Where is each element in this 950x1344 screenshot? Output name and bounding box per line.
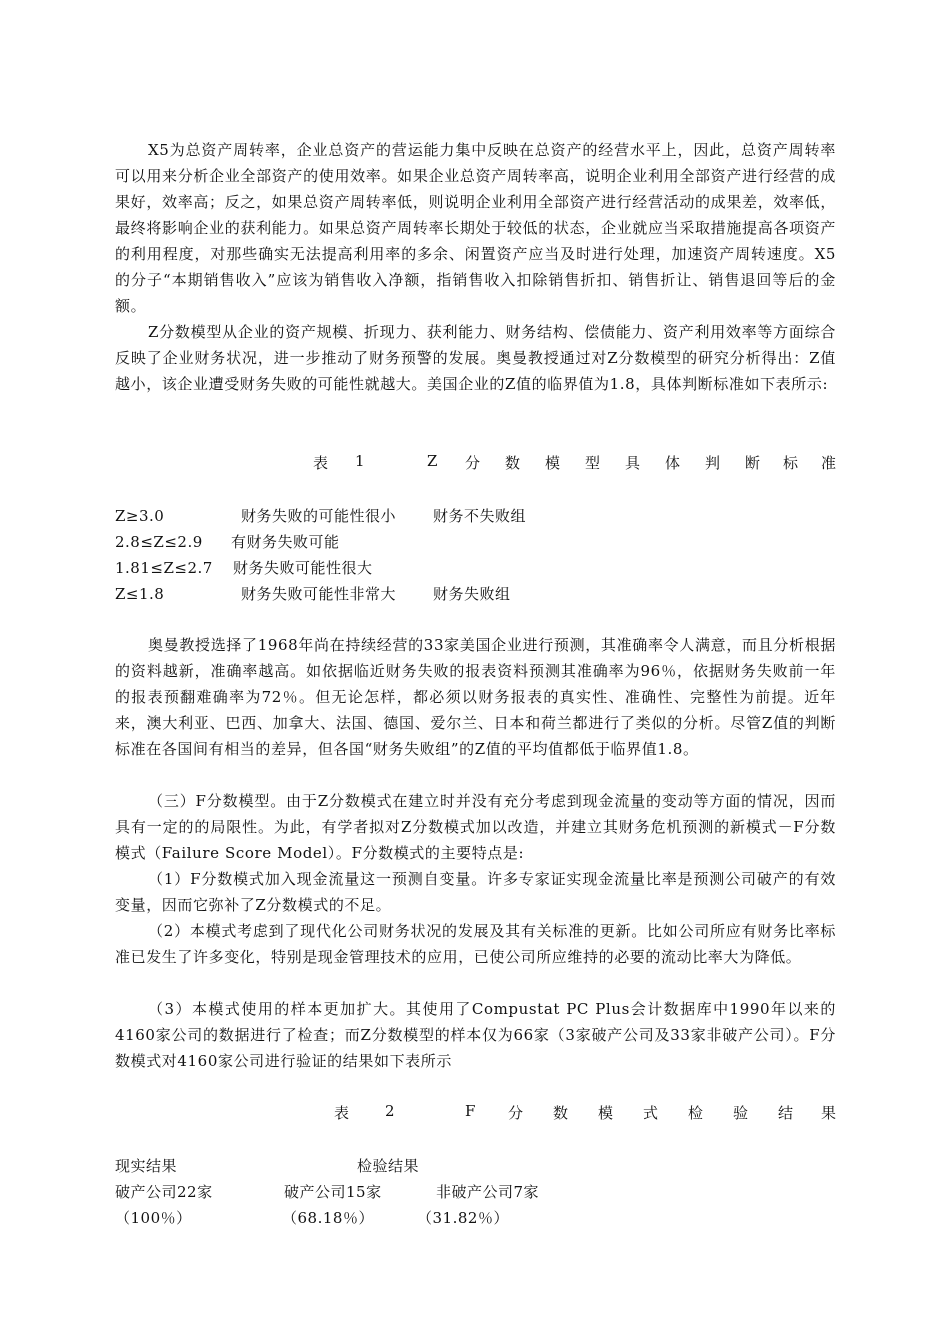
paragraph-x5: X5为总资产周转率，企业总资产的营运能力集中反映在总资产的经营水平上，因此，总资产周转率可以用来分析企业全部资产的使用效率。如果企业总资产周转率高，说明企业利用全部资产进行经营的成果好，效率高；反之，如果总资产周转率低，则说明企业利用全部资产进行经营活动的成果差，效率低，最终将影响企业的获利能力。如果总资产周转率长期处于较低的状态，企业就应当采取措施提高各项资产的利用程度，对那些确实无法提高利用率的多余、闲置资产应当及时进行处理，加速资产周转速度。X5的分子“本期销售收入”应该为销售收入净额，指销售收入扣除销售折扣、销售折让、销售退回等后的金额。 (115, 141, 836, 315)
table1-z-range: Z≤1.8 (115, 585, 165, 603)
table1-z-range: 1.81≤Z≤2.7 (115, 559, 213, 577)
table1-probability: 财务失败可能性很大 (233, 559, 373, 577)
paragraph-z-model: Z分数模型从企业的资产规模、折现力、获利能力、财务结构、偿债能力、资产利用效率等方面综合反映了企业财务状况，进一步推动了财务预警的发展。奥曼教授通过对Z分数模型的研究分析得出：Z值越小，该企业遭受财务失败的可能性就越大。美国企业的Z值的临界值为1.8，具体判断标准如下表所示: (115, 323, 836, 393)
table1-group: 财务不失败组 (433, 507, 527, 525)
table1-group: 财务失败组 (433, 585, 511, 603)
table2-bankrupt: 破产公司15家 (284, 1183, 382, 1201)
table2-caption: 表 2 F 分 数 模 式 检 验 结 果 (334, 1102, 837, 1122)
paragraph-f-feature-1: （1）F分数模式加入现金流量这一预测自变量。许多专家证实现金流量比率是预测公司破产的有效变量，因而它弥补了Z分数模式的不足。 (115, 870, 836, 914)
paragraph-f-feature-3: （3）本模式使用的样本更加扩大。其使用了Compustat PC Plus会计数据库中1990年以来的4160家公司的数据进行了检查；而Z分数模型的样本仅为66家（3家破产公司及33家非破产公司）。F分数模式对4160家公司进行验证的结果如下表所示 (115, 1000, 836, 1070)
table2-actual: 破产公司22家 (115, 1183, 213, 1201)
table2-non-bankrupt: 非破产公司7家 (436, 1183, 540, 1201)
table2-bankrupt-pct: （68.18％） (282, 1209, 374, 1227)
table1-z-range: Z≥3.0 (115, 507, 165, 525)
table1-z-range: 2.8≤Z≤2.9 (115, 533, 203, 551)
paragraph-f-feature-2: （2）本模式考虑到了现代化公司财务状况的发展及其有关标准的更新。比如公司所应有财务比率标准已发生了许多变化，特别是现金管理技术的应用，已使公司所应维持的必要的流动比率大为降低。 (115, 922, 836, 966)
table1-probability: 财务失败可能性非常大 (241, 585, 397, 603)
table2-header-actual: 现实结果 (115, 1157, 178, 1175)
table1-caption: 表 1 Z 分 数 模 型 具 体 判 断 标 准 (313, 452, 837, 472)
table2-non-bankrupt-pct: （31.82％） (417, 1209, 509, 1227)
table2-actual-pct: （100％） (115, 1209, 192, 1227)
table2-header-test: 检验结果 (357, 1157, 420, 1175)
table1-probability: 财务失败的可能性很小 (241, 507, 397, 525)
table1-probability: 有财务失败可能 (231, 533, 340, 551)
paragraph-f-model: （三）F分数模型。由于Z分数模式在建立时并没有充分考虑到现金流量的变动等方面的情况，因而具有一定的的局限性。为此，有学者拟对Z分数模式加以改造，并建立其财务危机预测的新模式－F分数模式（Failure Score Model）。F分数模式的主要特点是: (115, 792, 836, 862)
paragraph-altman-test: 奥曼教授选择了1968年尚在持续经营的33家美国企业进行预测，其准确率令人满意，而且分析根据的资料越新，准确率越高。如依据临近财务失败的报表资料预测其准确率为96％，依据财务失败前一年的报表预翻难确率为72％。但无论怎样，都必须以财务报表的真实性、准确性、完整性为前提。近年来，澳大利亚、巴西、加拿大、法国、德国、爱尔兰、日本和荷兰都进行了类似的分析。尽管Z值的判断标准在各国间有相当的差异，但各国“财务失败组”的Z值的平均值都低于临界值1.8。 (115, 636, 836, 758)
